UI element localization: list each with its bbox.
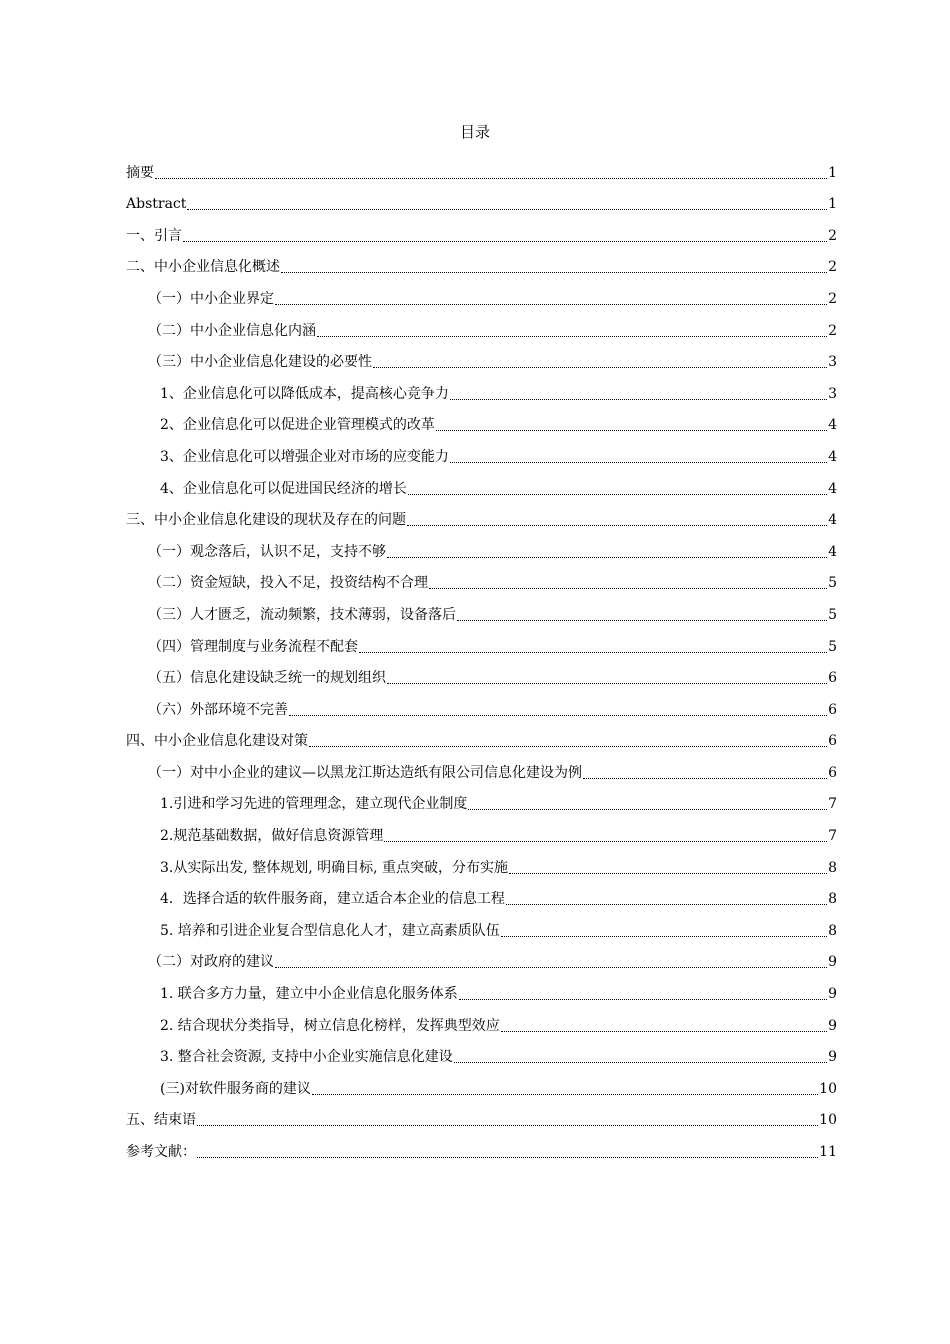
toc-entry-page-number: 7 — [828, 796, 837, 813]
toc-entry-page-number: 1 — [828, 164, 837, 181]
toc-entry[interactable] — [126, 532, 837, 564]
toc-entry-title: 摘要 — [126, 164, 154, 181]
dot-leader — [407, 525, 827, 526]
toc-entry-title: 2. 结合现状分类指导，树立信息化榜样，发挥典型效应 — [160, 1017, 500, 1034]
toc-entry[interactable] — [126, 216, 837, 248]
toc-entry-page-number: 5 — [828, 575, 837, 592]
toc-entry-title: 5. 培养和引进企业复合型信息化人才，建立高素质队伍 — [160, 922, 500, 939]
toc-entry[interactable] — [126, 185, 837, 217]
dot-leader — [501, 1031, 827, 1032]
dot-leader — [436, 430, 827, 431]
dot-leader — [450, 462, 827, 463]
dot-leader — [197, 1157, 818, 1158]
dot-leader — [384, 841, 827, 842]
toc-entry-page-number: 4 — [828, 448, 837, 465]
toc-entry[interactable] — [126, 374, 837, 406]
toc-entry-page-number: 10 — [819, 1112, 837, 1129]
toc-entry-page-number: 9 — [828, 954, 837, 971]
toc-entry[interactable] — [126, 1038, 837, 1070]
dot-leader — [429, 588, 827, 589]
dot-leader — [387, 557, 827, 558]
dot-leader — [373, 367, 827, 368]
toc-entry[interactable] — [126, 406, 837, 438]
toc-entry-title: 三、中小企业信息化建设的现状及存在的问题 — [126, 512, 406, 529]
toc-entry[interactable] — [126, 437, 837, 469]
toc-entry-page-number: 5 — [828, 638, 837, 655]
toc-entry[interactable] — [126, 785, 837, 817]
toc-entry[interactable] — [126, 880, 837, 912]
dot-leader — [506, 904, 827, 905]
toc-entry-page-number: 10 — [819, 1080, 837, 1097]
toc-entry[interactable] — [126, 659, 837, 691]
toc-entry[interactable] — [126, 279, 837, 311]
toc-entry-title: (三)对软件服务商的建议 — [160, 1080, 311, 1097]
toc-entry[interactable] — [126, 911, 837, 943]
toc-entry[interactable] — [126, 343, 837, 375]
dot-leader — [187, 209, 827, 210]
dot-leader — [197, 1125, 818, 1126]
toc-title: 目录 — [459, 123, 490, 141]
toc-entry-title: （二）中小企业信息化内涵 — [148, 322, 316, 339]
toc-entry-title: 3.从实际出发, 整体规划, 明确目标, 重点突破，分布实施 — [160, 859, 509, 876]
toc-entry-title: （一）观念落后，认识不足，支持不够 — [148, 543, 386, 560]
toc-entry-page-number: 9 — [828, 986, 837, 1003]
toc-entry-page-number: 6 — [828, 670, 837, 687]
dot-leader — [275, 967, 827, 968]
toc-entry[interactable] — [126, 943, 837, 975]
toc-entry[interactable] — [126, 595, 837, 627]
toc-entry-title: 4．选择合适的软件服务商，建立适合本企业的信息工程 — [160, 891, 505, 908]
toc-entry-page-number: 6 — [828, 764, 837, 781]
toc-entry-title: Abstract — [126, 196, 187, 213]
toc-list — [126, 153, 837, 1164]
dot-leader — [509, 873, 827, 874]
toc-entry-page-number: 4 — [828, 543, 837, 560]
toc-entry-title: （五）信息化建设缺乏统一的规划组织 — [148, 670, 386, 687]
toc-entry-title: 3. 整合社会资源, 支持中小企业实施信息化建设 — [160, 1049, 453, 1066]
toc-entry-title: 二、中小企业信息化概述 — [126, 259, 280, 276]
dot-leader — [275, 304, 827, 305]
toc-entry[interactable] — [126, 469, 837, 501]
toc-entry[interactable] — [126, 1132, 837, 1164]
toc-entry-title: 五、结束语 — [126, 1112, 196, 1129]
dot-leader — [583, 778, 827, 779]
dot-leader — [408, 494, 827, 495]
dot-leader — [468, 809, 827, 810]
toc-entry[interactable] — [126, 564, 837, 596]
toc-entry-title: （六）外部环境不完善 — [148, 701, 288, 718]
toc-entry[interactable] — [126, 848, 837, 880]
toc-entry-page-number: 9 — [828, 1017, 837, 1034]
dot-leader — [459, 999, 827, 1000]
toc-entry-title: 2.规范基础数据，做好信息资源管理 — [160, 828, 384, 845]
toc-entry-title: 一、引言 — [126, 227, 182, 244]
dot-leader — [387, 683, 827, 684]
dot-leader — [454, 1062, 827, 1063]
toc-entry[interactable] — [126, 311, 837, 343]
toc-entry-page-number: 6 — [828, 701, 837, 718]
toc-entry[interactable] — [126, 627, 837, 659]
toc-entry-title: （二）资金短缺，投入不足，投资结构不合理 — [148, 575, 428, 592]
dot-leader — [457, 620, 827, 621]
toc-entry-page-number: 2 — [828, 227, 837, 244]
dot-leader — [183, 241, 827, 242]
toc-entry-title: 3、企业信息化可以增强企业对市场的应变能力 — [160, 448, 449, 465]
toc-entry-title: 1. 联合多方力量，建立中小企业信息化服务体系 — [160, 986, 458, 1003]
toc-entry[interactable] — [126, 1101, 837, 1133]
toc-entry-page-number: 8 — [828, 859, 837, 876]
dot-leader — [359, 652, 827, 653]
toc-entry-page-number: 4 — [828, 512, 837, 529]
toc-entry[interactable] — [126, 722, 837, 754]
dot-leader — [450, 399, 827, 400]
toc-entry-page-number: 11 — [819, 1144, 837, 1160]
toc-entry[interactable] — [126, 690, 837, 722]
toc-entry[interactable] — [126, 1006, 837, 1038]
toc-entry[interactable] — [126, 816, 837, 848]
dot-leader — [501, 936, 827, 937]
toc-entry-page-number: 4 — [828, 480, 837, 497]
dot-leader — [312, 1094, 818, 1095]
toc-entry-page-number: 2 — [828, 259, 837, 276]
toc-entry-page-number: 7 — [828, 828, 837, 845]
toc-entry[interactable] — [126, 1069, 837, 1101]
toc-entry-title: （一）中小企业界定 — [148, 290, 274, 307]
dot-leader — [317, 336, 827, 337]
toc-entry-title: 四、中小企业信息化建设对策 — [126, 733, 308, 750]
dot-leader — [289, 715, 827, 716]
toc-entry-title: 参考文献： — [126, 1144, 196, 1160]
toc-entry-title: 1、企业信息化可以降低成本，提高核心竞争力 — [160, 385, 449, 402]
toc-entry-page-number: 5 — [828, 606, 837, 623]
toc-entry-page-number: 3 — [828, 354, 837, 371]
dot-leader — [309, 746, 827, 747]
toc-entry-page-number: 4 — [828, 417, 837, 434]
toc-entry-title: 4、企业信息化可以促进国民经济的增长 — [160, 480, 407, 497]
toc-entry-page-number: 9 — [828, 1049, 837, 1066]
toc-entry[interactable] — [126, 501, 837, 533]
dot-leader — [155, 178, 827, 179]
toc-entry-title: 2、企业信息化可以促进企业管理模式的改革 — [160, 417, 435, 434]
toc-entry[interactable] — [126, 974, 837, 1006]
toc-entry[interactable] — [126, 248, 837, 280]
toc-entry-title: （一）对中小企业的建议—以黑龙江斯达造纸有限公司信息化建设为例 — [148, 764, 582, 781]
dot-leader — [281, 272, 827, 273]
toc-entry-page-number: 2 — [828, 290, 837, 307]
toc-entry-title: （二）对政府的建议 — [148, 954, 274, 971]
toc-entry-title: （三）中小企业信息化建设的必要性 — [148, 354, 372, 371]
toc-entry-page-number: 1 — [828, 196, 837, 213]
toc-entry-page-number: 2 — [828, 322, 837, 339]
toc-entry-title: （三）人才匮乏，流动频繁，技术薄弱，设备落后 — [148, 606, 456, 623]
toc-entry-page-number: 6 — [828, 733, 837, 750]
toc-entry-title: 1.引进和学习先进的管理理念，建立现代企业制度 — [160, 796, 468, 813]
toc-entry-page-number: 3 — [828, 385, 837, 402]
toc-entry[interactable] — [126, 753, 837, 785]
toc-entry-page-number: 8 — [828, 922, 837, 939]
toc-entry-page-number: 8 — [828, 891, 837, 908]
toc-entry-title: （四）管理制度与业务流程不配套 — [148, 638, 358, 655]
toc-entry[interactable] — [126, 153, 837, 185]
